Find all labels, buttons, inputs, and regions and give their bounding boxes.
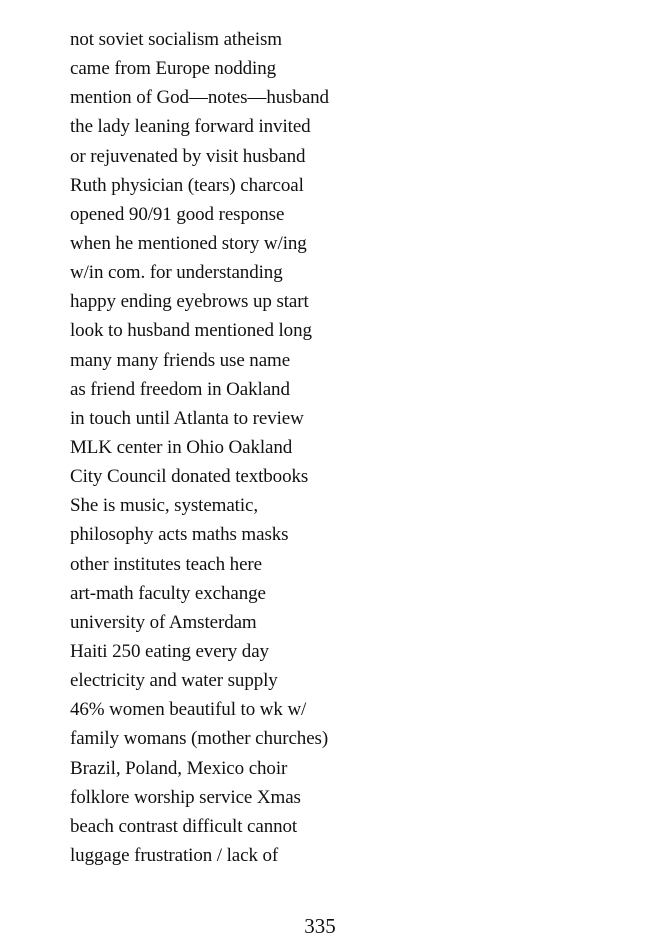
poem-line: art-math faculty exchange [70,582,266,604]
poem-line: 46% women beautiful to wk w/ [70,699,307,721]
poem-line: look to husband mentioned long [70,320,312,342]
poem-line: Brazil, Poland, Mexico choir [70,757,288,779]
poem-line: Haiti 250 eating every day [70,640,269,662]
poem-line: as friend freedom in Oakland [70,378,290,400]
poem-line: not soviet socialism atheism [70,29,282,50]
poem-line: philosophy acts maths masks [70,524,289,546]
poem-line: w/in com. for understanding [70,262,283,284]
poem-line: mention of God—notes—husband [70,87,329,109]
poem-line: City Council donated textbooks [70,466,309,488]
poem-line: or rejuvenated by visit husband [70,145,306,167]
poem-line: the lady leaning forward invited [70,116,311,138]
poem-line: in touch until Atlanta to review [70,407,304,429]
poem-line: happy ending eyebrows up start [70,291,309,313]
poem-line: university of Amsterdam [70,611,257,633]
poem-line: beach contrast difficult cannot [70,815,298,837]
poem-line: MLK center in Ohio Oakland [70,436,293,458]
page-number: 335 [304,914,336,938]
poem-line: She is music, systematic, [70,495,259,517]
poem-line: opened 90/91 good response [70,203,285,225]
poem-line: luggage frustration / lack of [70,844,279,866]
poem-line: other institutes teach here [70,553,262,575]
poem-line: family womans (mother churches) [70,728,329,750]
poem-line: Ruth physician (tears) charcoal [70,174,304,196]
poem-line: when he mentioned story w/ing [70,232,307,254]
poem-text-block [70,25,329,870]
poem-line: electricity and water supply [70,670,278,692]
poem-line: folklore worship service Xmas [70,786,301,808]
poem-line: came from Europe nodding [70,58,277,80]
poem-line: many many friends use name [70,349,291,371]
